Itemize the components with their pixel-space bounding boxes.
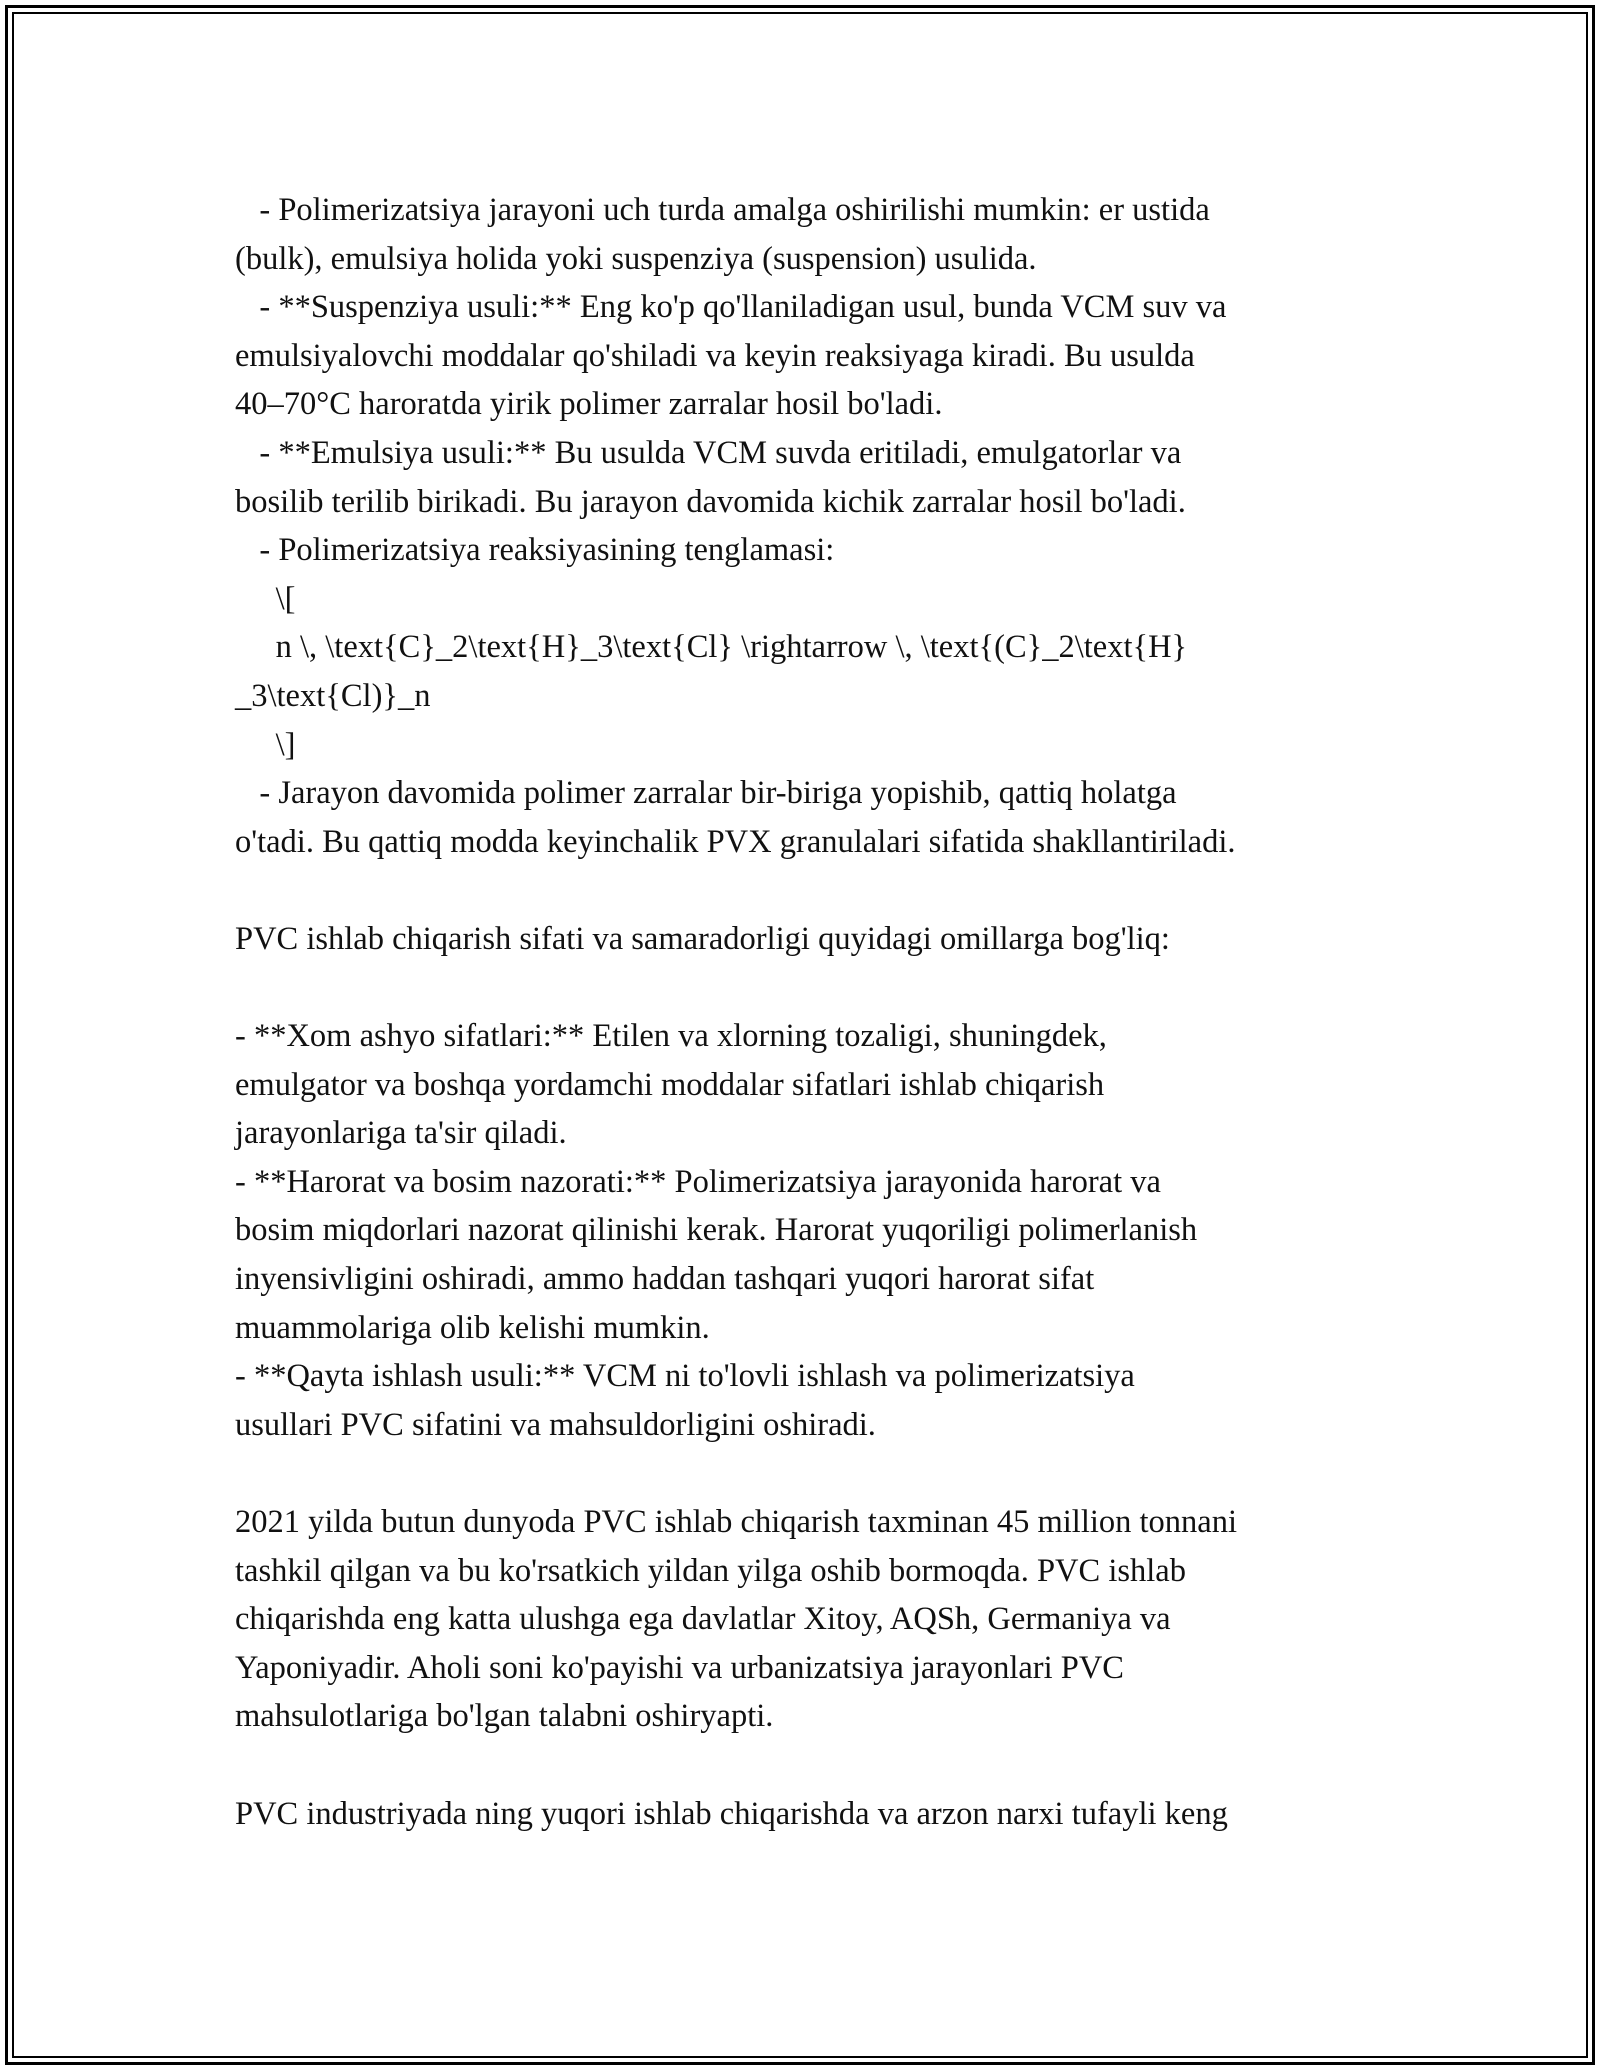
text-line: usullari PVC sifatini va mahsuldorligini oshiradi. [235, 1406, 876, 1443]
equation-line: \[ [235, 580, 296, 617]
text-line: (bulk), emulsiya holida yoki suspenziya (suspension) usulida. [235, 240, 1037, 277]
text-line: - **Suspenziya usuli:** Eng ko'p qo'llaniladigan usul, bunda VCM suv va [235, 289, 1227, 326]
text-line: 40–70°C haroratda yirik polimer zarralar hosil bo'ladi. [235, 386, 943, 423]
blank-line [235, 964, 1375, 1013]
text-line: chiqarishda eng katta ulushga ega davlatlar Xitoy, AQSh, Germaniya va [235, 1601, 1171, 1638]
text-line: bosim miqdorlari nazorat qilinishi kerak. Harorat yuqoriligi polimerlanish [235, 1212, 1198, 1249]
text-line: PVC industriyada ning yuqori ishlab chiqarishda va arzon narxi tufayli keng [235, 1795, 1228, 1832]
text-line: - Jarayon davomida polimer zarralar bir-biriga yopishib, qattiq holatga [235, 775, 1177, 812]
text-line: - **Harorat va bosim nazorati:** Polimerizatsiya jarayonida harorat va [235, 1163, 1161, 1200]
text-line: muammolariga olib kelishi mumkin. [235, 1309, 710, 1346]
text-line: - **Xom ashyo sifatlari:** Etilen va xlorning tozaligi, shuningdek, [235, 1018, 1107, 1055]
blank-line [235, 866, 1375, 915]
equation-line: n \, \text{C}_2\text{H}_3\text{Cl} \rightarrow \, \text{(C}_2\text{H} [235, 629, 1188, 666]
text-line: - **Qayta ishlash usuli:** VCM ni to'lovli ishlash va polimerizatsiya [235, 1358, 1135, 1395]
text-line: mahsulotlariga bo'lgan talabni oshiryapti. [235, 1698, 774, 1735]
text-line: PVC ishlab chiqarish sifati va samaradorligi quyidagi omillarga bog'liq: [235, 920, 1170, 957]
blank-line [235, 1449, 1375, 1498]
text-line: emulgator va boshqa yordamchi moddalar sifatlari ishlab chiqarish [235, 1066, 1105, 1103]
text-line: jarayonlariga ta'sir qiladi. [235, 1115, 567, 1152]
text-line: o'tadi. Bu qattiq modda keyinchalik PVX granulalari sifatida shakllantiriladi. [235, 823, 1236, 860]
document-body [235, 186, 1375, 1838]
text-line: tashkil qilgan va bu ko'rsatkich yildan yilga oshib bormoqda. PVC ishlab [235, 1552, 1186, 1589]
text-line: - Polimerizatsiya reaksiyasining tenglamasi: [235, 532, 835, 569]
text-line: - **Emulsiya usuli:** Bu usulda VCM suvda eritiladi, emulgatorlar va [235, 434, 1182, 471]
equation-line: \] [235, 726, 296, 763]
text-line: 2021 yilda butun dunyoda PVC ishlab chiqarish taxminan 45 million tonnani [235, 1504, 1237, 1541]
text-line: bosilib terilib birikadi. Bu jarayon davomida kichik zarralar hosil bo'ladi. [235, 483, 1186, 520]
equation-line: _3\text{Cl)}_n [235, 677, 431, 714]
text-line: - Polimerizatsiya jarayoni uch turda amalga oshirilishi mumkin: er ustida [235, 192, 1210, 228]
text-line: inyensivligini oshiradi, ammo haddan tashqari yuqori harorat sifat [235, 1261, 1095, 1298]
blank-line [235, 1741, 1375, 1790]
text-line: Yaponiyadir. Aholi soni ko'payishi va urbanizatsiya jarayonlari PVC [235, 1649, 1124, 1686]
text-line: emulsiyalovchi moddalar qo'shiladi va keyin reaksiyaga kiradi. Bu usulda [235, 337, 1195, 374]
